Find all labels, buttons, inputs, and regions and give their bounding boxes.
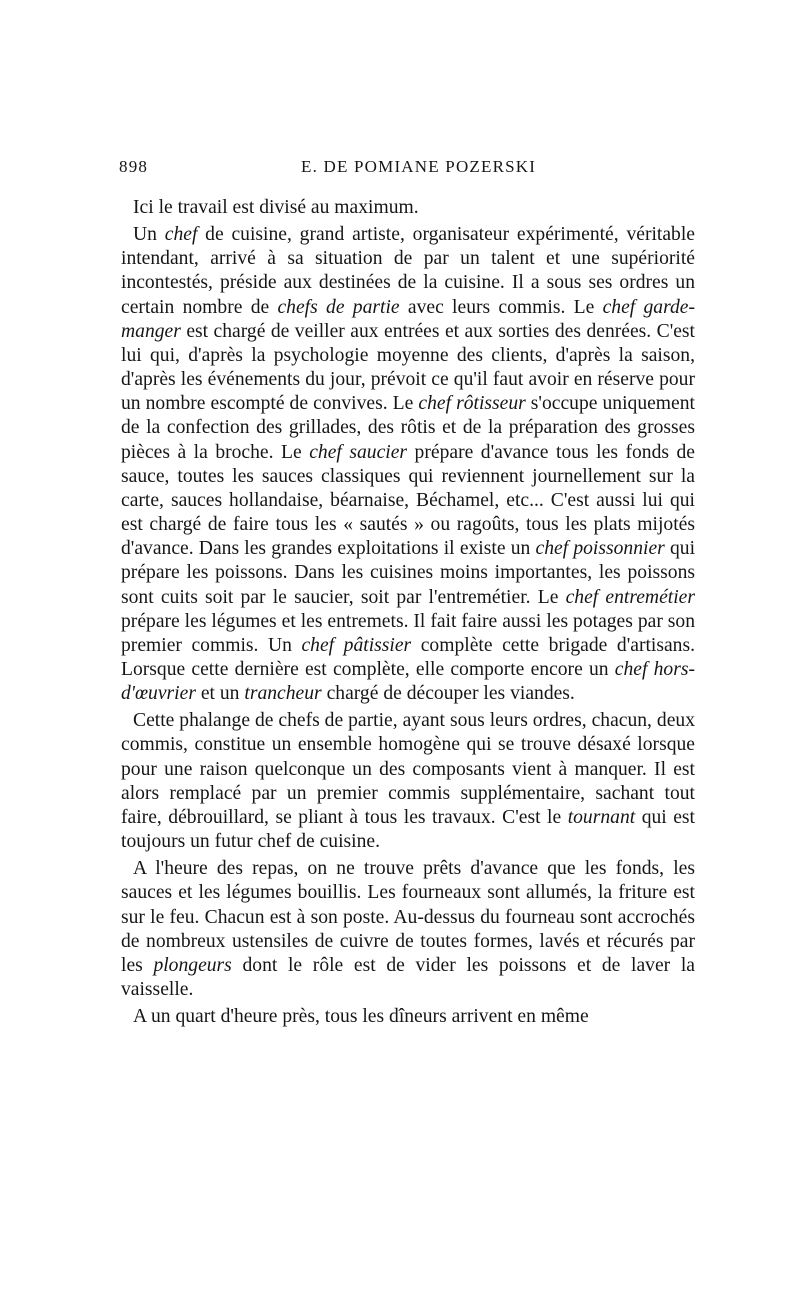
page-header xyxy=(119,157,699,181)
text-run: de cuisine, grand artiste, organisateur expérimenté, véritable intendant, arrivé à sa situation de par un talent et une supériorité incontestés, préside aux destinées de la cuisine. Il a sous ses ordres un certain nombre de xyxy=(121,224,695,318)
text-run: A un quart d'heure près, tous les dîneurs arrivent en même xyxy=(133,1006,589,1028)
text-run: prépare d'avance tous les fonds de sauce, toutes les sauces classiques qui reviennent journellement sur la carte, sauces hollandaise, béarnaise, Béchamel, etc... C'est aussi lui qui est chargé de faire tous les « sautés » ou ragoûts, tous les plats mijotés d'avance. Dans les grandes exploitations il existe un xyxy=(121,441,695,560)
text-run: qui est toujours un futur chef de cuisine. xyxy=(121,806,695,853)
text-run: Un xyxy=(133,224,165,246)
running-head: E. DE POMIANE POZERSKI xyxy=(301,157,537,176)
text-run: s'occupe uniquement de la confection des grillades, des rôtis et de la préparation des grosses pièces à la broche. Le xyxy=(121,393,695,463)
body-text xyxy=(121,196,695,1029)
italic-term: tournant xyxy=(567,806,636,828)
italic-term: chef rôtisseur xyxy=(418,393,526,415)
paragraph xyxy=(121,196,695,220)
text-run: complète cette brigade d'artisans. Lorsque cette dernière est complète, elle comporte encore un xyxy=(121,634,696,680)
italic-term: trancheur xyxy=(244,683,322,705)
italic-term: chef xyxy=(164,224,198,246)
text-run: et un xyxy=(195,683,245,705)
italic-term: chef hors-d'œuvrier xyxy=(121,658,696,705)
paragraph xyxy=(121,223,695,706)
paragraph xyxy=(121,857,695,1002)
paragraph xyxy=(121,709,695,854)
text-run: Cette phalange de chefs de partie, ayant sous leurs ordres, chacun, deux commis, constitue un ensemble homogène qui se trouve désaxé lorsque pour une raison quelconque un des composants vient à manquer. Il est alors remplacé par un premier commis supplémentaire, sachant tout faire, débrouillard, se pliant à tous les travaux. C'est le xyxy=(121,710,695,828)
italic-term: plongeurs xyxy=(153,954,232,976)
text-run: avec leurs commis. Le xyxy=(399,296,603,318)
text-run: qui prépare les poissons. Dans les cuisines moins importantes, les poissons sont cuits soit par le saucier, soit par l'entremétier. Le xyxy=(121,538,696,608)
text-run: Ici le travail est divisé au maximum. xyxy=(133,197,419,218)
text-run: chargé de découper les viandes. xyxy=(321,683,575,705)
page-number: 898 xyxy=(119,157,149,176)
paragraph xyxy=(121,1005,695,1029)
italic-term: chefs de partie xyxy=(277,296,400,318)
text-run: A l'heure des repas, on ne trouve prêts d'avance que les fonds, les sauces et les légumes bouillis. Les fourneaux sont allumés, la friture est sur le feu. Chacun est à son poste. Au-dessus du fourneau sont accrochés de nombreux ustensiles de cuivre de toutes formes, lavés et récurés par les xyxy=(121,858,695,976)
italic-term: chef garde-manger xyxy=(121,296,696,342)
text-run: est chargé de veiller aux entrées et aux sorties des denrées. C'est lui qui, d'après la psychologie moyenne des clients, d'après la saison, d'après les événements du jour, prévoit ce qu'il faut avoir en réserve pour un nombre escompté de convives. Le xyxy=(121,320,695,415)
italic-term: chef poissonnier xyxy=(535,538,665,560)
italic-term: chef entremétier xyxy=(565,586,695,608)
italic-term: chef pâtissier xyxy=(301,634,412,656)
italic-term: chef saucier xyxy=(309,441,408,463)
text-run: dont le rôle est de vider les poissons et de laver la vaisselle. xyxy=(121,954,695,1000)
text-run: prépare les légumes et les entremets. Il fait faire aussi les potages par son premier commis. Un xyxy=(121,610,695,656)
